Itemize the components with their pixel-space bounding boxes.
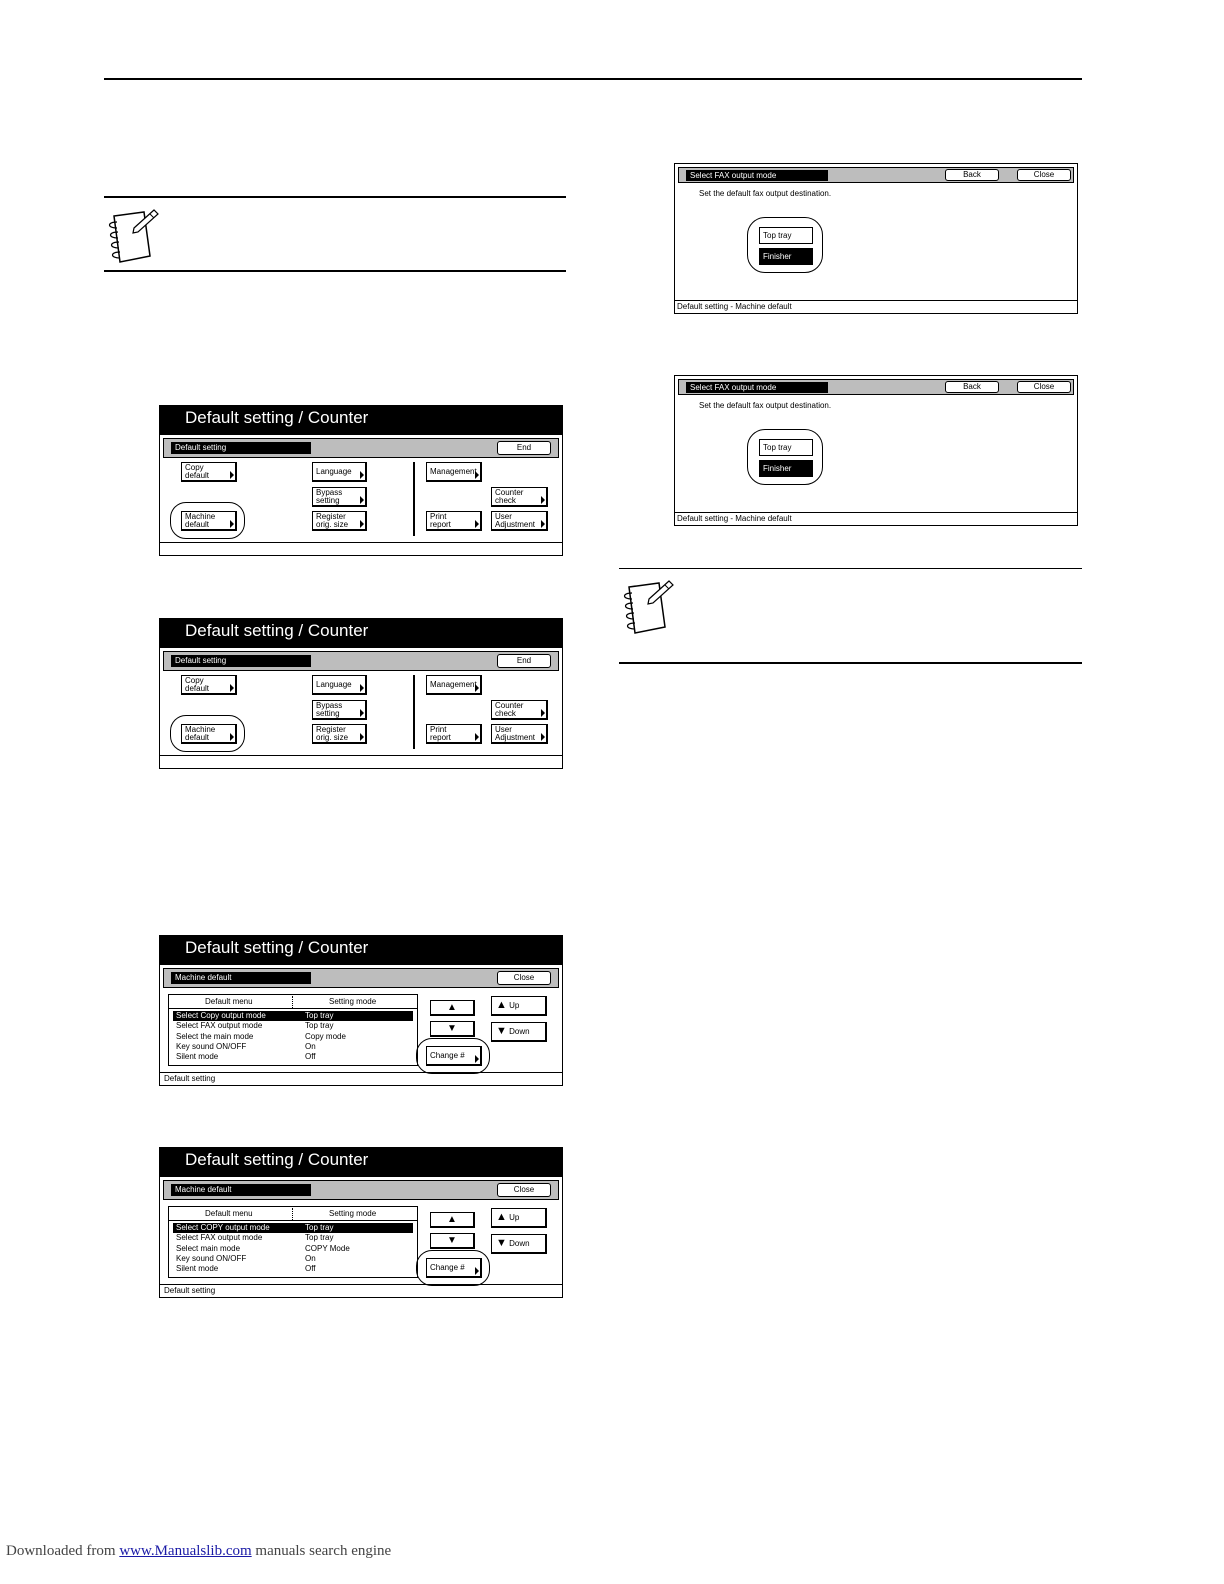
scroll-up-button[interactable]: ▲ [430,1000,475,1016]
register-orig-size-button[interactable]: Register orig. size [312,724,367,744]
up-arrow-icon: ▲ [496,999,507,1011]
close-button[interactable]: Close [1017,169,1071,181]
close-button[interactable]: Close [497,971,551,985]
note-box-right [619,568,1082,664]
status-bar: Default setting - Machine default [675,512,1077,525]
language-button[interactable]: Language [312,462,367,482]
screen-title: Default setting / Counter [160,406,562,435]
list-item[interactable]: Silent mode Off [176,1263,316,1273]
screen-header: Select FAX output mode [686,170,828,181]
change-button[interactable]: Change # [426,1046,482,1066]
screen-header: Default setting [171,655,311,667]
bypass-setting-button[interactable]: Bypass setting [312,700,367,720]
copy-default-button[interactable]: Copy default [181,462,237,482]
counter-check-button[interactable]: Counter check [491,487,548,507]
list-item[interactable]: Key sound ON/OFF On [176,1253,316,1263]
user-adjustment-button[interactable]: User Adjustment [491,724,548,744]
language-button[interactable]: Language [312,675,367,695]
default-menu-list [168,994,418,1066]
scroll-down-button[interactable]: ▼ [430,1021,475,1037]
screen-header: Machine default [171,1184,311,1196]
screen-title: Default setting / Counter [160,1148,562,1177]
screen-header-bar [678,379,1074,395]
management-button[interactable]: Management [426,675,482,695]
close-button[interactable]: Close [497,1183,551,1197]
up-button[interactable]: ▲ Up [491,1208,547,1228]
machine-default-screen-1 [159,935,563,1086]
notepad-icon [104,206,160,266]
list-item[interactable]: Select the main mode Copy mode [176,1031,346,1041]
status-bar: Default setting [160,1284,562,1297]
machine-default-button[interactable]: Machine default [181,511,237,531]
screen-header-bar [163,438,559,458]
change-button[interactable]: Change # [426,1258,482,1278]
default-menu-list [168,1206,418,1278]
down-arrow-icon: ▼ [496,1025,507,1037]
divider [413,462,415,536]
down-button[interactable]: ▼ Down [491,1022,547,1042]
scroll-down-button[interactable]: ▼ [430,1233,475,1249]
highlight-circle [747,217,823,273]
highlight-circle [170,715,245,752]
download-footer [6,1543,391,1560]
down-arrow-icon: ▼ [496,1237,507,1249]
manualslib-link[interactable]: www.Manualslib.com [119,1543,252,1559]
back-button[interactable]: Back [945,381,999,393]
note-box-left [104,196,566,272]
end-button[interactable]: End [497,654,551,668]
print-report-button[interactable]: Print report [426,724,482,744]
counter-check-button[interactable]: Counter check [491,700,548,720]
top-tray-option[interactable]: Top tray [759,439,813,456]
default-setting-screen-2 [159,618,563,769]
back-button[interactable]: Back [945,169,999,181]
list-header [169,995,417,1009]
machine-default-screen-2 [159,1147,563,1298]
print-report-button[interactable]: Print report [426,511,482,531]
status-bar: Default setting [160,1072,562,1085]
screen-title: Default setting / Counter [160,936,562,965]
list-header [169,1207,417,1221]
default-setting-screen-1 [159,405,563,556]
status-bar: Default setting - Machine default [675,300,1077,313]
bypass-setting-button[interactable]: Bypass setting [312,487,367,507]
up-button[interactable]: ▲ Up [491,996,547,1016]
register-orig-size-button[interactable]: Register orig. size [312,511,367,531]
end-button[interactable]: End [497,441,551,455]
fax-output-screen-2 [674,375,1078,526]
close-button[interactable]: Close [1017,381,1071,393]
footer-suffix: manuals search engine [255,1543,392,1559]
screen-header: Default setting [171,442,311,454]
copy-default-button[interactable]: Copy default [181,675,237,695]
highlight-circle [416,1038,490,1074]
status-bar [160,542,562,555]
footer-prefix: Downloaded from [6,1543,116,1559]
screen-header-bar [163,651,559,671]
screen-header-bar [163,1180,559,1200]
divider [413,675,415,749]
notepad-icon [619,577,675,637]
fax-output-screen-1 [674,163,1078,314]
finisher-option[interactable]: Finisher [759,460,813,477]
screen-title: Default setting / Counter [160,619,562,648]
screen-header-bar [163,968,559,988]
list-item[interactable]: Select COPY output mode Top tray [173,1223,413,1233]
list-item[interactable]: Select FAX output mode Top tray [176,1021,334,1030]
list-item[interactable]: Silent mode Off [176,1051,316,1061]
column-setting-mode: Setting mode [329,997,377,1006]
status-bar [160,755,562,768]
finisher-option[interactable]: Finisher [759,248,813,265]
list-item[interactable]: Select main mode COPY Mode [176,1243,350,1253]
highlight-circle [416,1250,490,1286]
list-item[interactable]: Select Copy output mode Top tray [173,1011,413,1021]
down-button[interactable]: ▼ Down [491,1234,547,1254]
machine-default-button[interactable]: Machine default [181,724,237,744]
list-item[interactable]: Key sound ON/OFF On [176,1041,316,1051]
instruction-text: Set the default fax output destination. [699,401,832,410]
instruction-text: Set the default fax output destination. [699,189,832,198]
screen-header: Select FAX output mode [686,382,828,393]
column-setting-mode: Setting mode [329,1209,377,1218]
highlight-circle [747,429,823,485]
user-adjustment-button[interactable]: User Adjustment [491,511,548,531]
management-button[interactable]: Management [426,462,482,482]
screen-header-bar [678,167,1074,183]
up-arrow-icon: ▲ [496,1211,507,1223]
column-default-menu: Default menu [205,997,253,1006]
highlight-circle [170,502,245,539]
top-tray-option[interactable]: Top tray [759,227,813,244]
list-item[interactable]: Select FAX output mode Top tray [176,1233,334,1242]
column-default-menu: Default menu [205,1209,253,1218]
screen-header: Machine default [171,972,311,984]
top-rule [104,78,1082,80]
scroll-up-button[interactable]: ▲ [430,1212,475,1228]
